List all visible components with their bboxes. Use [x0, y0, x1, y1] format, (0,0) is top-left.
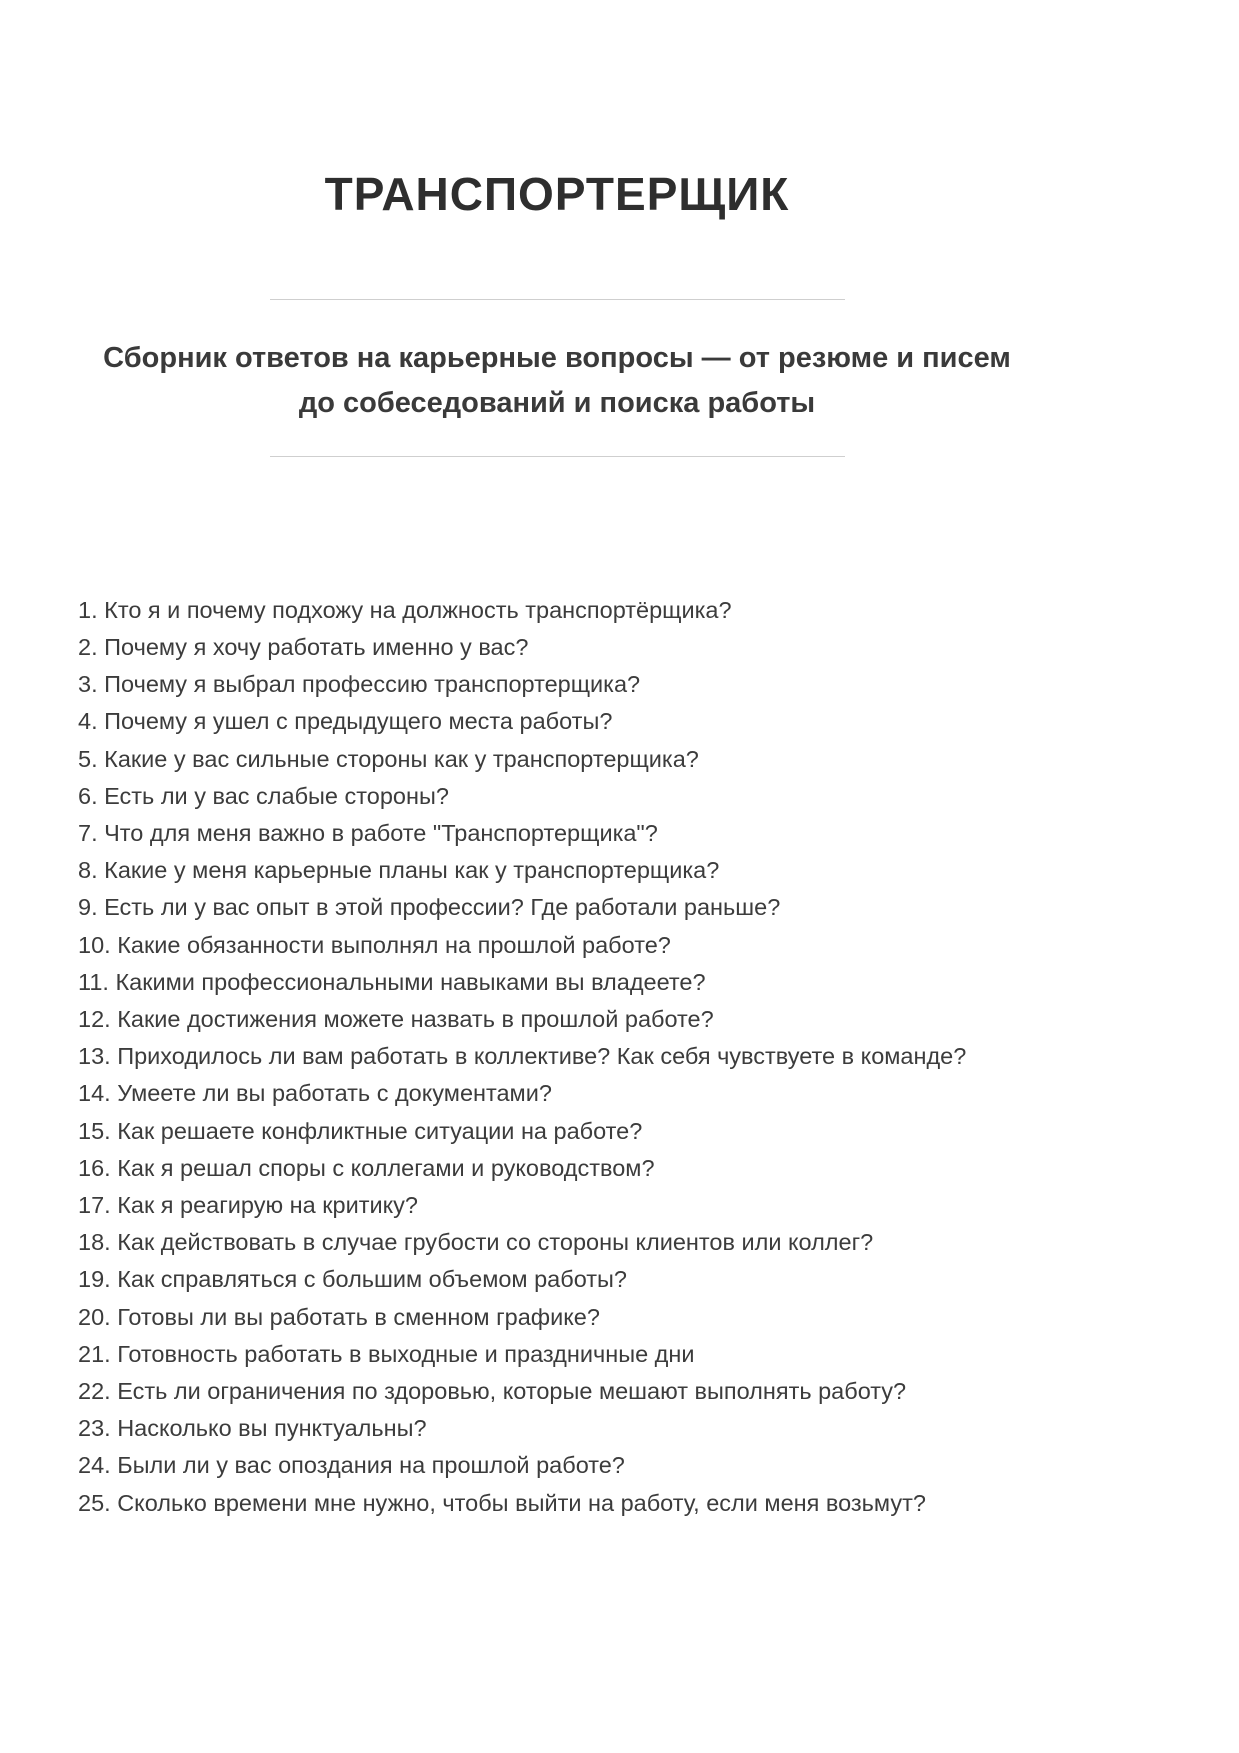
list-item: 1. Кто я и почему подхожу на должность транспортёрщика?: [78, 596, 732, 623]
list-item: 25. Сколько времени мне нужно, чтобы выйти на работу, если меня возьмут?: [78, 1489, 926, 1516]
list-item: 13. Приходилось ли вам работать в коллективе? Как себя чувствуете в команде?: [78, 1043, 967, 1070]
page-subtitle: Сборник ответов на карьерные вопросы — от резюме и писем до собеседований и поиска работы: [103, 341, 1011, 419]
page-title: ТРАНСПОРТЕРЩИК: [324, 168, 790, 220]
list-item: 4. Почему я ушел с предыдущего места работы?: [78, 708, 613, 735]
list-item: 7. Что для меня важно в работе "Транспортерщика"?: [78, 819, 658, 846]
list-item: 5. Какие у вас сильные стороны как у транспортерщика?: [78, 745, 699, 772]
list-item: 9. Есть ли у вас опыт в этой профессии? Где работали раньше?: [78, 894, 781, 921]
list-item: 21. Готовность работать в выходные и праздничные дни: [78, 1340, 695, 1367]
list-item: 12. Какие достижения можете назвать в прошлой работе?: [78, 1006, 714, 1032]
document-content: [78, 0, 1036, 1522]
list-item: 6. Есть ли у вас слабые стороны?: [78, 782, 449, 809]
list-item: 19. Как справляться с большим объемом работы?: [78, 1266, 627, 1293]
list-item: 2. Почему я хочу работать именно у вас?: [78, 633, 529, 660]
question-list: [78, 592, 1036, 1522]
list-item: 18. Как действовать в случае грубости со стороны клиентов или коллег?: [78, 1229, 874, 1256]
list-item: 24. Были ли у вас опоздания на прошлой работе?: [78, 1452, 625, 1479]
list-item: 10. Какие обязанности выполнял на прошлой работе?: [78, 931, 671, 958]
list-item: 15. Как решаете конфликтные ситуации на работе?: [78, 1117, 643, 1144]
list-item: 11. Какими профессиональными навыками вы владеете?: [78, 968, 706, 995]
list-item: 8. Какие у меня карьерные планы как у транспортерщика?: [78, 857, 720, 884]
list-item: 14. Умеете ли вы работать с документами?: [78, 1080, 552, 1107]
list-item: 22. Есть ли ограничения по здоровью, которые мешают выполнять работу?: [78, 1378, 907, 1405]
list-item: 3. Почему я выбрал профессию транспортерщика?: [78, 671, 641, 698]
list-item: 17. Как я реагирую на критику?: [78, 1192, 418, 1219]
list-item: 20. Готовы ли вы работать в сменном графике?: [78, 1303, 600, 1330]
list-item: 16. Как я решал споры с коллегами и руководством?: [78, 1154, 655, 1181]
divider-bottom: [270, 456, 845, 457]
divider-top: [270, 299, 845, 300]
list-item: 23. Насколько вы пунктуальны?: [78, 1415, 427, 1442]
